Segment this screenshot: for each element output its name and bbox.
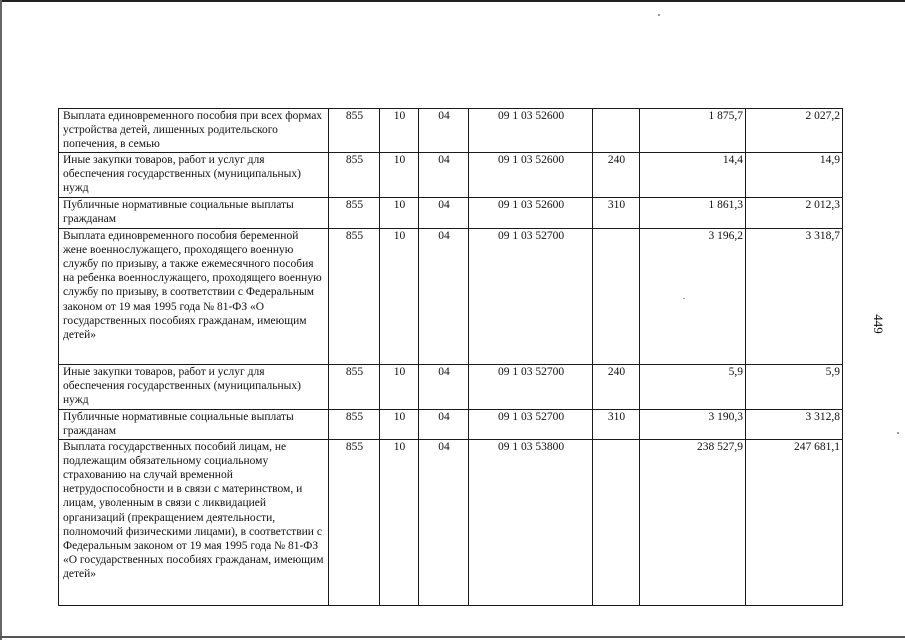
row-name-cell: Выплата единовременного пособия при всех формах устройства детей, лишенных родительского попечения, в семью	[59, 109, 329, 153]
target-article-cell: 09 1 03 52600	[469, 109, 593, 153]
section-code-cell: 10	[380, 364, 419, 409]
subsection-code-cell: 04	[419, 364, 469, 409]
expense-type-cell	[593, 228, 640, 364]
budget-table	[58, 108, 843, 606]
subsection-code-cell: 04	[419, 409, 469, 439]
expense-type-cell	[593, 109, 640, 153]
grbs-code-cell: 855	[329, 439, 380, 605]
table-row	[59, 228, 843, 364]
scan-speck	[897, 432, 899, 434]
amount-year1-cell: 3 190,3	[640, 409, 746, 439]
section-code-cell: 10	[380, 228, 419, 364]
amount-year2-cell: 247 681,1	[746, 439, 843, 605]
subsection-code-cell: 04	[419, 228, 469, 364]
row-name-cell: Иные закупки товаров, работ и услуг для обеспечения государственных (муниципальных) нужд	[59, 152, 329, 197]
amount-year1-cell: 1 861,3	[640, 197, 746, 228]
target-article-cell: 09 1 03 53800	[469, 439, 593, 605]
amount-year1-cell: 5,9	[640, 364, 746, 409]
section-code-cell: 10	[380, 439, 419, 605]
section-code-cell: 10	[380, 152, 419, 197]
table-row	[59, 109, 843, 153]
section-code-cell: 10	[380, 109, 419, 153]
amount-year1-cell: 238 527,9	[640, 439, 746, 605]
grbs-code-cell: 855	[329, 152, 380, 197]
amount-year2-cell: 2 027,2	[746, 109, 843, 153]
subsection-code-cell: 04	[419, 109, 469, 153]
row-name-cell: Иные закупки товаров, работ и услуг для обеспечения государственных (муниципальных) нужд	[59, 364, 329, 409]
target-article-cell: 09 1 03 52700	[469, 364, 593, 409]
table-row	[59, 409, 843, 439]
expense-type-cell: 240	[593, 152, 640, 197]
scan-edge-top	[0, 0, 905, 2]
amount-year1-cell: 14,4	[640, 152, 746, 197]
amount-year2-cell: 3 312,8	[746, 409, 843, 439]
scan-edge-left	[0, 0, 2, 640]
row-name-cell: Выплата государственных пособий лицам, не подлежащим обязательному социальному страхованию на случай временной нетрудоспособности и в связи с материнством, и лицам, уволенным в связи с ликвидацией организаций (прекращением деятельности, полномочий физическими лицами), в соответствии с Федеральным законом от 19 мая 1995 года № 81-ФЗ «О государственных пособиях гражданам, имеющим детей»	[59, 439, 329, 605]
amount-year1-cell: 3 196,2	[640, 228, 746, 364]
section-code-cell: 10	[380, 197, 419, 228]
target-article-cell: 09 1 03 52700	[469, 409, 593, 439]
subsection-code-cell: 04	[419, 197, 469, 228]
subsection-code-cell: 04	[419, 152, 469, 197]
expense-type-cell: 310	[593, 197, 640, 228]
table-row	[59, 152, 843, 197]
amount-year2-cell: 2 012,3	[746, 197, 843, 228]
page-number: 449	[871, 314, 886, 334]
row-name-cell: Публичные нормативные социальные выплаты гражданам	[59, 197, 329, 228]
scan-speck	[658, 14, 660, 16]
grbs-code-cell: 855	[329, 197, 380, 228]
amount-year2-cell: 5,9	[746, 364, 843, 409]
table-row	[59, 364, 843, 409]
grbs-code-cell: 855	[329, 228, 380, 364]
expense-type-cell	[593, 439, 640, 605]
target-article-cell: 09 1 03 52700	[469, 228, 593, 364]
expense-type-cell: 240	[593, 364, 640, 409]
scan-edge-bottom	[0, 636, 905, 638]
table-row	[59, 439, 843, 605]
grbs-code-cell: 855	[329, 364, 380, 409]
row-name-cell: Публичные нормативные социальные выплаты гражданам	[59, 409, 329, 439]
section-code-cell: 10	[380, 409, 419, 439]
target-article-cell: 09 1 03 52600	[469, 197, 593, 228]
grbs-code-cell: 855	[329, 109, 380, 153]
grbs-code-cell: 855	[329, 409, 380, 439]
expense-type-cell: 310	[593, 409, 640, 439]
subsection-code-cell: 04	[419, 439, 469, 605]
row-name-cell: Выплата единовременного пособия беременной жене военнослужащего, проходящего военную службу по призыву, а также ежемесячного пособия на ребенка военнослужащего, проходящего военную службу по призыву, в соответствии с Федеральным законом от 19 мая 1995 года № 81-ФЗ «О государственных пособиях гражданам, имеющим детей»	[59, 228, 329, 364]
amount-year1-cell: 1 875,7	[640, 109, 746, 153]
target-article-cell: 09 1 03 52600	[469, 152, 593, 197]
table-row	[59, 197, 843, 228]
amount-year2-cell: 14,9	[746, 152, 843, 197]
amount-year2-cell: 3 318,7	[746, 228, 843, 364]
